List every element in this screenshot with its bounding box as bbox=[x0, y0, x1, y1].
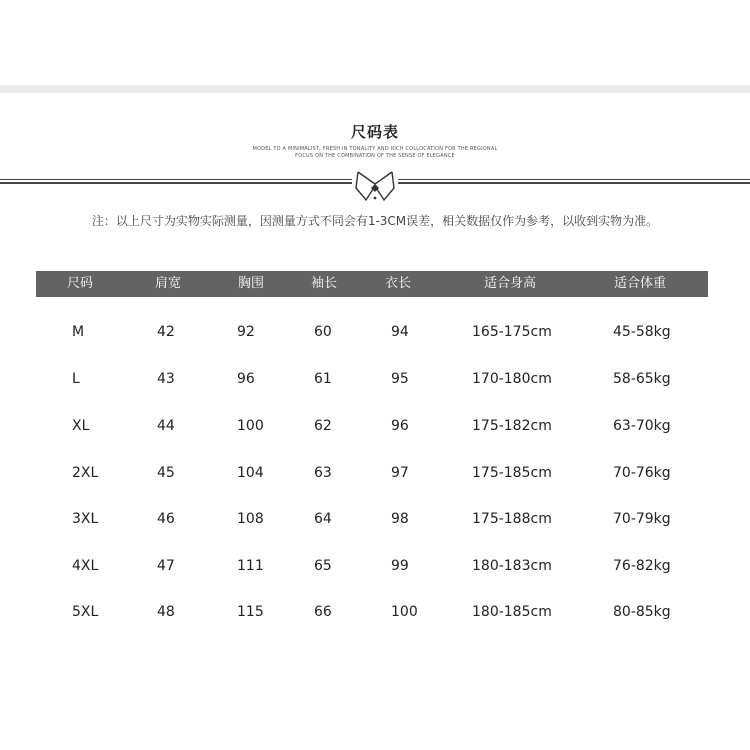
cell-weight: 70-79kg bbox=[613, 511, 671, 527]
cell-weight: 58-65kg bbox=[613, 371, 671, 387]
cell-sleeve: 64 bbox=[314, 511, 332, 527]
cell-chest: 96 bbox=[237, 371, 255, 387]
cell-shoulder: 46 bbox=[157, 511, 175, 527]
header-size: 尺码 bbox=[66, 276, 93, 291]
header-weight: 适合体重 bbox=[613, 276, 666, 291]
top-band bbox=[0, 85, 750, 93]
cell-shoulder: 42 bbox=[157, 324, 175, 340]
cell-weight: 45-58kg bbox=[613, 324, 671, 340]
cell-sleeve: 60 bbox=[314, 324, 332, 340]
subtitle-line-1: MODEL TO A MINIMALIST, FRESH IN TONALITY AND RICH COLLOCATION FOR THE REGIONAL bbox=[252, 146, 498, 152]
cell-weight: 76-82kg bbox=[613, 558, 671, 574]
header-chest: 胸围 bbox=[237, 276, 264, 291]
cell-height: 180-183cm bbox=[472, 558, 552, 574]
cell-height: 175-188cm bbox=[472, 511, 552, 527]
cell-length: 98 bbox=[391, 511, 409, 527]
cell-height: 165-175cm bbox=[472, 324, 552, 340]
cell-height: 180-185cm bbox=[472, 604, 552, 620]
cell-shoulder: 45 bbox=[157, 465, 175, 481]
cell-height: 175-182cm bbox=[472, 418, 552, 434]
cell-length: 94 bbox=[391, 324, 409, 340]
cell-length: 100 bbox=[391, 604, 418, 620]
cell-size: M bbox=[72, 324, 85, 340]
cell-sleeve: 65 bbox=[314, 558, 332, 574]
cell-chest: 104 bbox=[237, 465, 264, 481]
cell-length: 99 bbox=[391, 558, 409, 574]
cell-size: XL bbox=[72, 418, 90, 434]
header-sleeve: 袖长 bbox=[310, 276, 337, 291]
cell-height: 170-180cm bbox=[472, 371, 552, 387]
cell-shoulder: 48 bbox=[157, 604, 175, 620]
cell-chest: 108 bbox=[237, 511, 264, 527]
cell-weight: 63-70kg bbox=[613, 418, 671, 434]
cell-chest: 100 bbox=[237, 418, 264, 434]
header-length: 衣长 bbox=[384, 276, 411, 291]
cell-sleeve: 63 bbox=[314, 465, 332, 481]
cell-length: 96 bbox=[391, 418, 409, 434]
cell-size: L bbox=[72, 371, 80, 387]
cell-size: 4XL bbox=[72, 558, 99, 574]
divider-rule-right bbox=[398, 179, 750, 187]
divider-rule-left bbox=[0, 179, 352, 187]
cell-chest: 111 bbox=[237, 558, 264, 574]
cell-sleeve: 66 bbox=[314, 604, 332, 620]
header-height: 适合身高 bbox=[483, 276, 536, 291]
cell-sleeve: 62 bbox=[314, 418, 332, 434]
subtitle-line-2: FOCUS ON THE COMBINATION OF THE SENSE OF ELEGANCE bbox=[295, 153, 455, 159]
cell-length: 97 bbox=[391, 465, 409, 481]
cell-size: 5XL bbox=[72, 604, 99, 620]
shirt-collar-icon bbox=[352, 166, 398, 206]
cell-sleeve: 61 bbox=[314, 371, 332, 387]
cell-chest: 92 bbox=[237, 324, 255, 340]
subtitle bbox=[0, 146, 750, 160]
cell-shoulder: 47 bbox=[157, 558, 175, 574]
cell-shoulder: 44 bbox=[157, 418, 175, 434]
cell-weight: 70-76kg bbox=[613, 465, 671, 481]
cell-length: 95 bbox=[391, 371, 409, 387]
cell-height: 175-185cm bbox=[472, 465, 552, 481]
cell-chest: 115 bbox=[237, 604, 264, 620]
table-header bbox=[36, 271, 708, 297]
page-title: 尺码表 bbox=[350, 123, 399, 141]
cell-shoulder: 43 bbox=[157, 371, 175, 387]
header-shoulder: 肩宽 bbox=[154, 276, 181, 291]
cell-weight: 80-85kg bbox=[613, 604, 671, 620]
cell-size: 2XL bbox=[72, 465, 99, 481]
size-note: 注：以上尺寸为实物实际测量，因测量方式不同会有1-3CM误差，相关数据仅作为参考，以收到实物为准。 bbox=[91, 214, 659, 228]
cell-size: 3XL bbox=[72, 511, 99, 527]
